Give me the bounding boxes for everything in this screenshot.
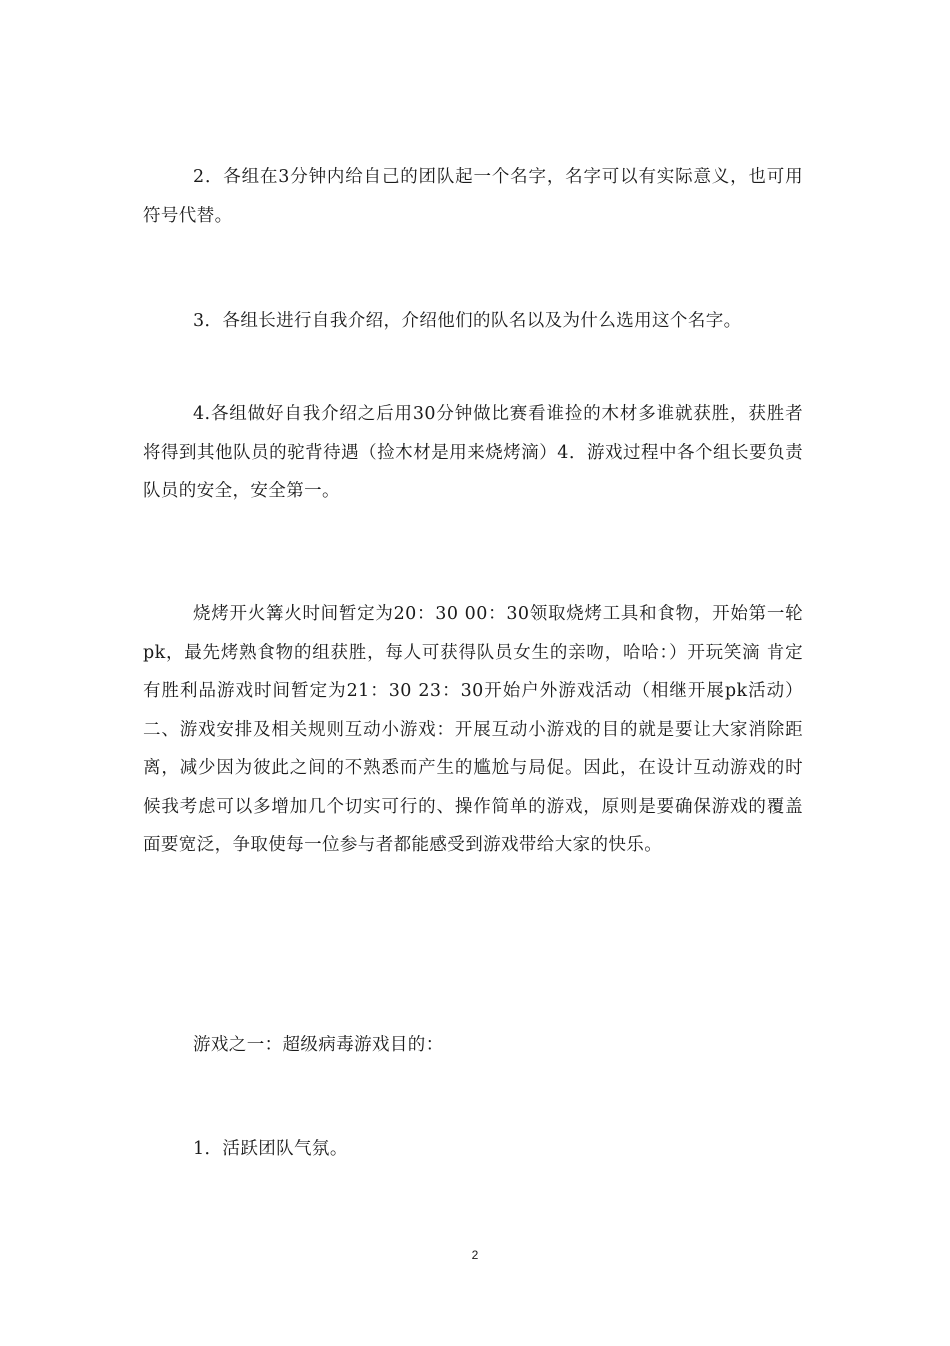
paragraph-game-one-title: 游戏之一：超级病毒游戏目的： [193, 1035, 444, 1055]
paragraph-bonfire-bbq-schedule: 烧烤开火篝火时间暂定为20：30 00：30领取烧烤工具和食物，开始第一轮pk，最先烤熟食物的组获胜，每人可获得队员女生的亲吻，哈哈：）开玩笑滴 肯定有胜利品游戏时间暂定为21：30 23：30开始户外游戏活动（相继开展pk活动）二、游戏安排及相关规则互动小游戏：开展互动小游戏的目的就是要让大家消除距离，减少因为彼此之间的不熟悉而产生的尴尬与局促。因此，在设计互动游戏的时候我考虑可以多增加几个切实可行的、操作简单的游戏，原则是要确保游戏的覆盖面要宽泛，争取使每一位参与者都能感受到游戏带给大家的快乐。 [143, 604, 803, 855]
paragraph-team-naming: 2．各组在3分钟内给自己的团队起一个名字，名字可以有实际意义，也可用符号代替。 [143, 167, 803, 226]
paragraph-leader-introduction: 3．各组长进行自我介绍，介绍他们的队名以及为什么选用这个名字。 [193, 311, 742, 331]
paragraph-game-one-goal: 1．活跃团队气氛。 [193, 1139, 348, 1159]
page-number: 2 [471, 1248, 479, 1262]
paragraph-wood-gathering-contest: 4.各组做好自我介绍之后用30分钟做比赛看谁捡的木材多谁就获胜，获胜者将得到其他队员的驼背待遇（捡木材是用来烧烤滴）4．游戏过程中各个组长要负责队员的安全，安全第一。 [143, 404, 803, 501]
